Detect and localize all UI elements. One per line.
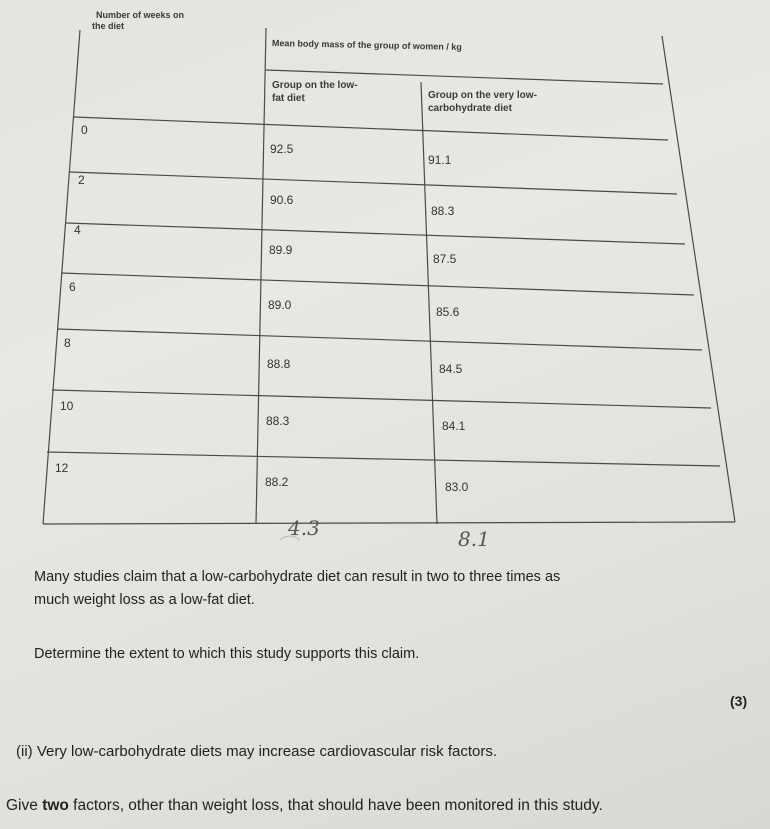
lowcarb-cell: 83.0 (445, 480, 469, 494)
lowfat-cell: 90.6 (270, 193, 294, 207)
lowcarb-cell: 87.5 (433, 252, 457, 266)
weeks-cell: 8 (64, 336, 71, 350)
claim-line1: Many studies claim that a low-carbohydrate diet can result in two to three times as (34, 569, 561, 585)
lowcarb-cell: 84.5 (439, 362, 463, 376)
weeks-header-line1: Number of weeks on (96, 10, 185, 20)
lowcarb-header-line2: carbohydrate diet (428, 103, 512, 114)
instruction-text: Determine the extent to which this study supports this claim. (34, 646, 420, 662)
weeks-cell: 4 (74, 223, 81, 237)
lowfat-cell: 89.9 (269, 243, 293, 257)
marks-label: (3) (730, 693, 748, 709)
weeks-header-line2: the diet (92, 21, 125, 31)
handwritten-lowfat-loss: 4.3 (288, 516, 320, 540)
handwritten-lowcarb-loss: 8.1 (458, 527, 490, 551)
weeks-cell: 0 (81, 123, 88, 137)
lowfat-cell: 88.3 (266, 414, 290, 428)
give-bold: two (42, 797, 69, 814)
weeks-cell: 10 (60, 399, 74, 413)
claim-line2: much weight loss as a low-fat diet. (34, 592, 255, 608)
lowcarb-cell: 85.6 (436, 305, 460, 319)
lowcarb-cell: 84.1 (442, 419, 466, 433)
lowcarb-cell: 88.3 (431, 204, 455, 218)
lowcarb-header-line1: Group on the very low- (428, 90, 537, 101)
mass-header: Mean body mass of the group of women / kg (271, 38, 462, 52)
give-factors-text (6, 796, 603, 816)
lowfat-cell: 88.8 (267, 357, 291, 371)
give-prefix: Give (6, 797, 43, 814)
weeks-cell: 2 (78, 173, 85, 187)
lowfat-cell: 92.5 (270, 142, 294, 156)
lowfat-cell: 88.2 (265, 475, 289, 489)
weeks-cell: 12 (55, 461, 69, 475)
lowcarb-cell: 91.1 (428, 153, 452, 167)
give-rest: factors, other than weight loss, that should have been monitored in this study. (68, 797, 603, 814)
lowfat-cell: 89.0 (268, 298, 292, 312)
weeks-cell: 6 (69, 280, 76, 294)
lowfat-header-line1: Group on the low- (272, 80, 358, 91)
lowfat-header-line2: fat diet (272, 93, 305, 104)
part-ii-text: (ii) Very low-carbohydrate diets may increase cardiovascular risk factors. (16, 743, 498, 760)
